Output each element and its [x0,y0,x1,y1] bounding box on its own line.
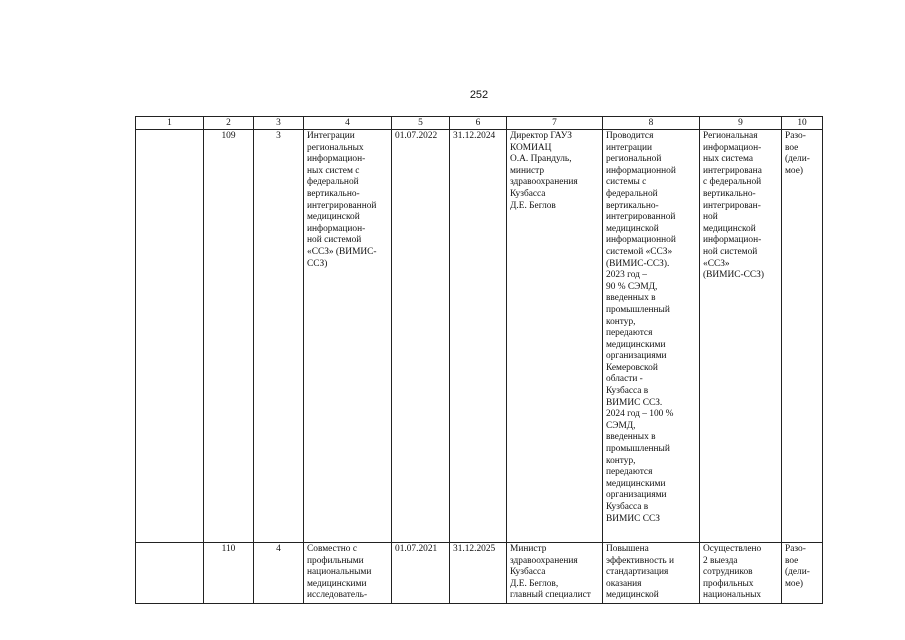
page-number: 252 [469,89,489,101]
end-date: 31.12.2025 [450,543,507,604]
column-number: 4 [304,117,392,130]
start-date: 01.07.2021 [392,543,450,604]
responsible-person: Директор ГАУЗ КОМИАЦ О.А. Прандуль, министр здравоохранения Кузбасса Д.Е. Беглов [507,130,603,543]
row-number: 109 [204,130,254,543]
plan-table [135,116,823,604]
activity-name: Совместно с профильными национальными медицинскими исследователь- [304,543,392,604]
column-number: 5 [392,117,450,130]
item-number: 4 [254,543,304,604]
column-number: 1 [136,117,204,130]
cell-blank [136,130,204,543]
column-number: 2 [204,117,254,130]
column-number: 10 [782,117,823,130]
column-number: 6 [450,117,507,130]
responsible-person: Министр здравоохранения Кузбасса Д.Е. Беглов, главный специалист [507,543,603,604]
control-event: Осуществлено 2 выезда сотрудников профильных национальных [700,543,782,604]
item-number: 3 [254,130,304,543]
event-type: Разо- вое (дели- мое) [782,543,823,604]
event-type: Разо- вое (дели- мое) [782,130,823,543]
column-number: 7 [507,117,603,130]
expected-result: Повышена эффективность и стандартизация оказания медицинской [603,543,700,604]
activity-name: Интеграции региональных информацион- ных систем с федеральной вертикально- интегрированной медицинской информацион- ной системой «ССЗ» (ВИМИС- ССЗ) [304,130,392,543]
table-row [136,543,823,604]
start-date: 01.07.2022 [392,130,450,543]
expected-result: Проводится интеграции региональной информационной системы с федеральной вертикально- интегрированной медицинской информационной системой «ССЗ» (ВИМИС-ССЗ). 2023 год – 90 % СЭМД, введенных в промышленный контур, передаются медицинскими организациями Кемеровской области - Кузбасса в ВИМИС ССЗ. 2024 год – 100 % СЭМД, введенных в промышленный контур, передаются медицинскими организациями Кузбасса в ВИМИС ССЗ [603,130,700,543]
column-number-row [136,117,823,130]
end-date: 31.12.2024 [450,130,507,543]
row-number: 110 [204,543,254,604]
cell-blank [136,543,204,604]
column-number: 9 [700,117,782,130]
column-number: 3 [254,117,304,130]
column-number: 8 [603,117,700,130]
control-event: Региональная информацион- ных система интегрирована с федеральной вертикально- интегрирован- ной медицинской информацион- ной системой «ССЗ» (ВИМИС-ССЗ) [700,130,782,543]
table-row [136,130,823,543]
